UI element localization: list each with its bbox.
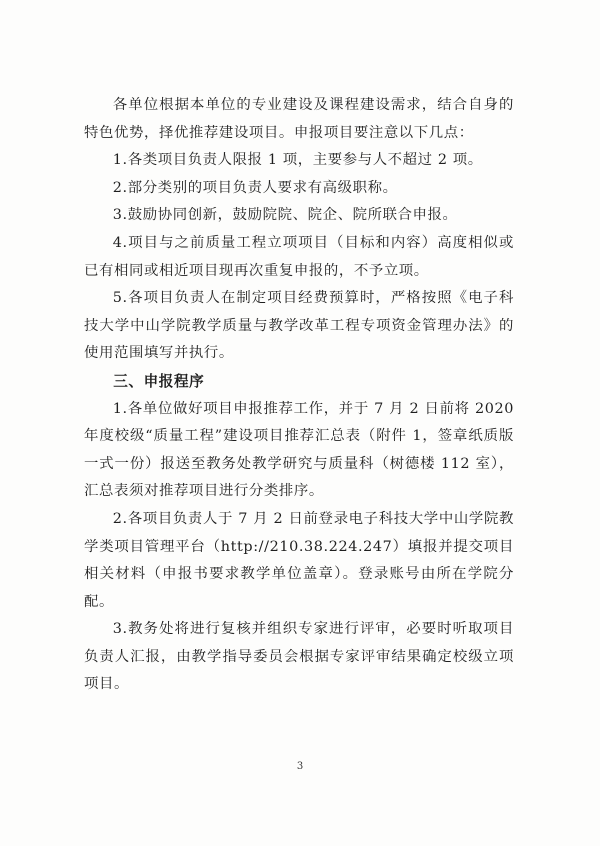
procedure-item-3: 3.教务处将进行复核并组织专家进行评审，必要时听取项目负责人汇报，由教学指导委员会根据专家评审结果确定校级立项项目。 <box>84 621 514 693</box>
document-body <box>84 92 514 699</box>
procedure-item-2: 2.各项目负责人于 7 月 2 日前登录电子科技大学中山学院教学类项目管理平台（http://210.38.224.247）填报并提交项目相关材料（申报书要求教学单位盖章）。登录账号由所在学院分配。 <box>84 510 514 610</box>
requirement-item-1: 1.各类项目负责人限报 1 项，主要参与人不超过 2 项。 <box>112 152 483 169</box>
requirement-item-5: 5.各项目负责人在制定项目经费预算时，严格按照《电子科技大学中山学院教学质量与教学改革工程专项资金管理办法》的使用范围填写并执行。 <box>84 290 514 362</box>
section-heading: 三、申报程序 <box>113 372 205 390</box>
intro-paragraph: 各单位根据本单位的专业建设及课程建设需求，结合自身的特色优势，择优推荐建设项目。申报项目要注意以下几点： <box>84 97 514 141</box>
requirement-item-3: 3.鼓励协同创新，鼓励院院、院企、院所联合申报。 <box>112 207 458 224</box>
requirement-item-4: 4.项目与之前质量工程立项项目（目标和内容）高度相似或已有相同或相近项目现再次重复申报的，不予立项。 <box>84 234 514 279</box>
page-number: 3 <box>296 761 304 772</box>
procedure-item-1: 1.各单位做好项目申报推荐工作，并于 7 月 2 日前将 2020 年度校级“质量工程”建设项目推荐汇总表（附件 1，签章纸质版一式一份）报送至教务处教学研究与质量科（树德楼 112 室），汇总表须对推荐项目进行分类排序。 <box>84 400 514 500</box>
requirement-item-2: 2.部分类别的项目负责人要求有高级职称。 <box>112 179 398 196</box>
